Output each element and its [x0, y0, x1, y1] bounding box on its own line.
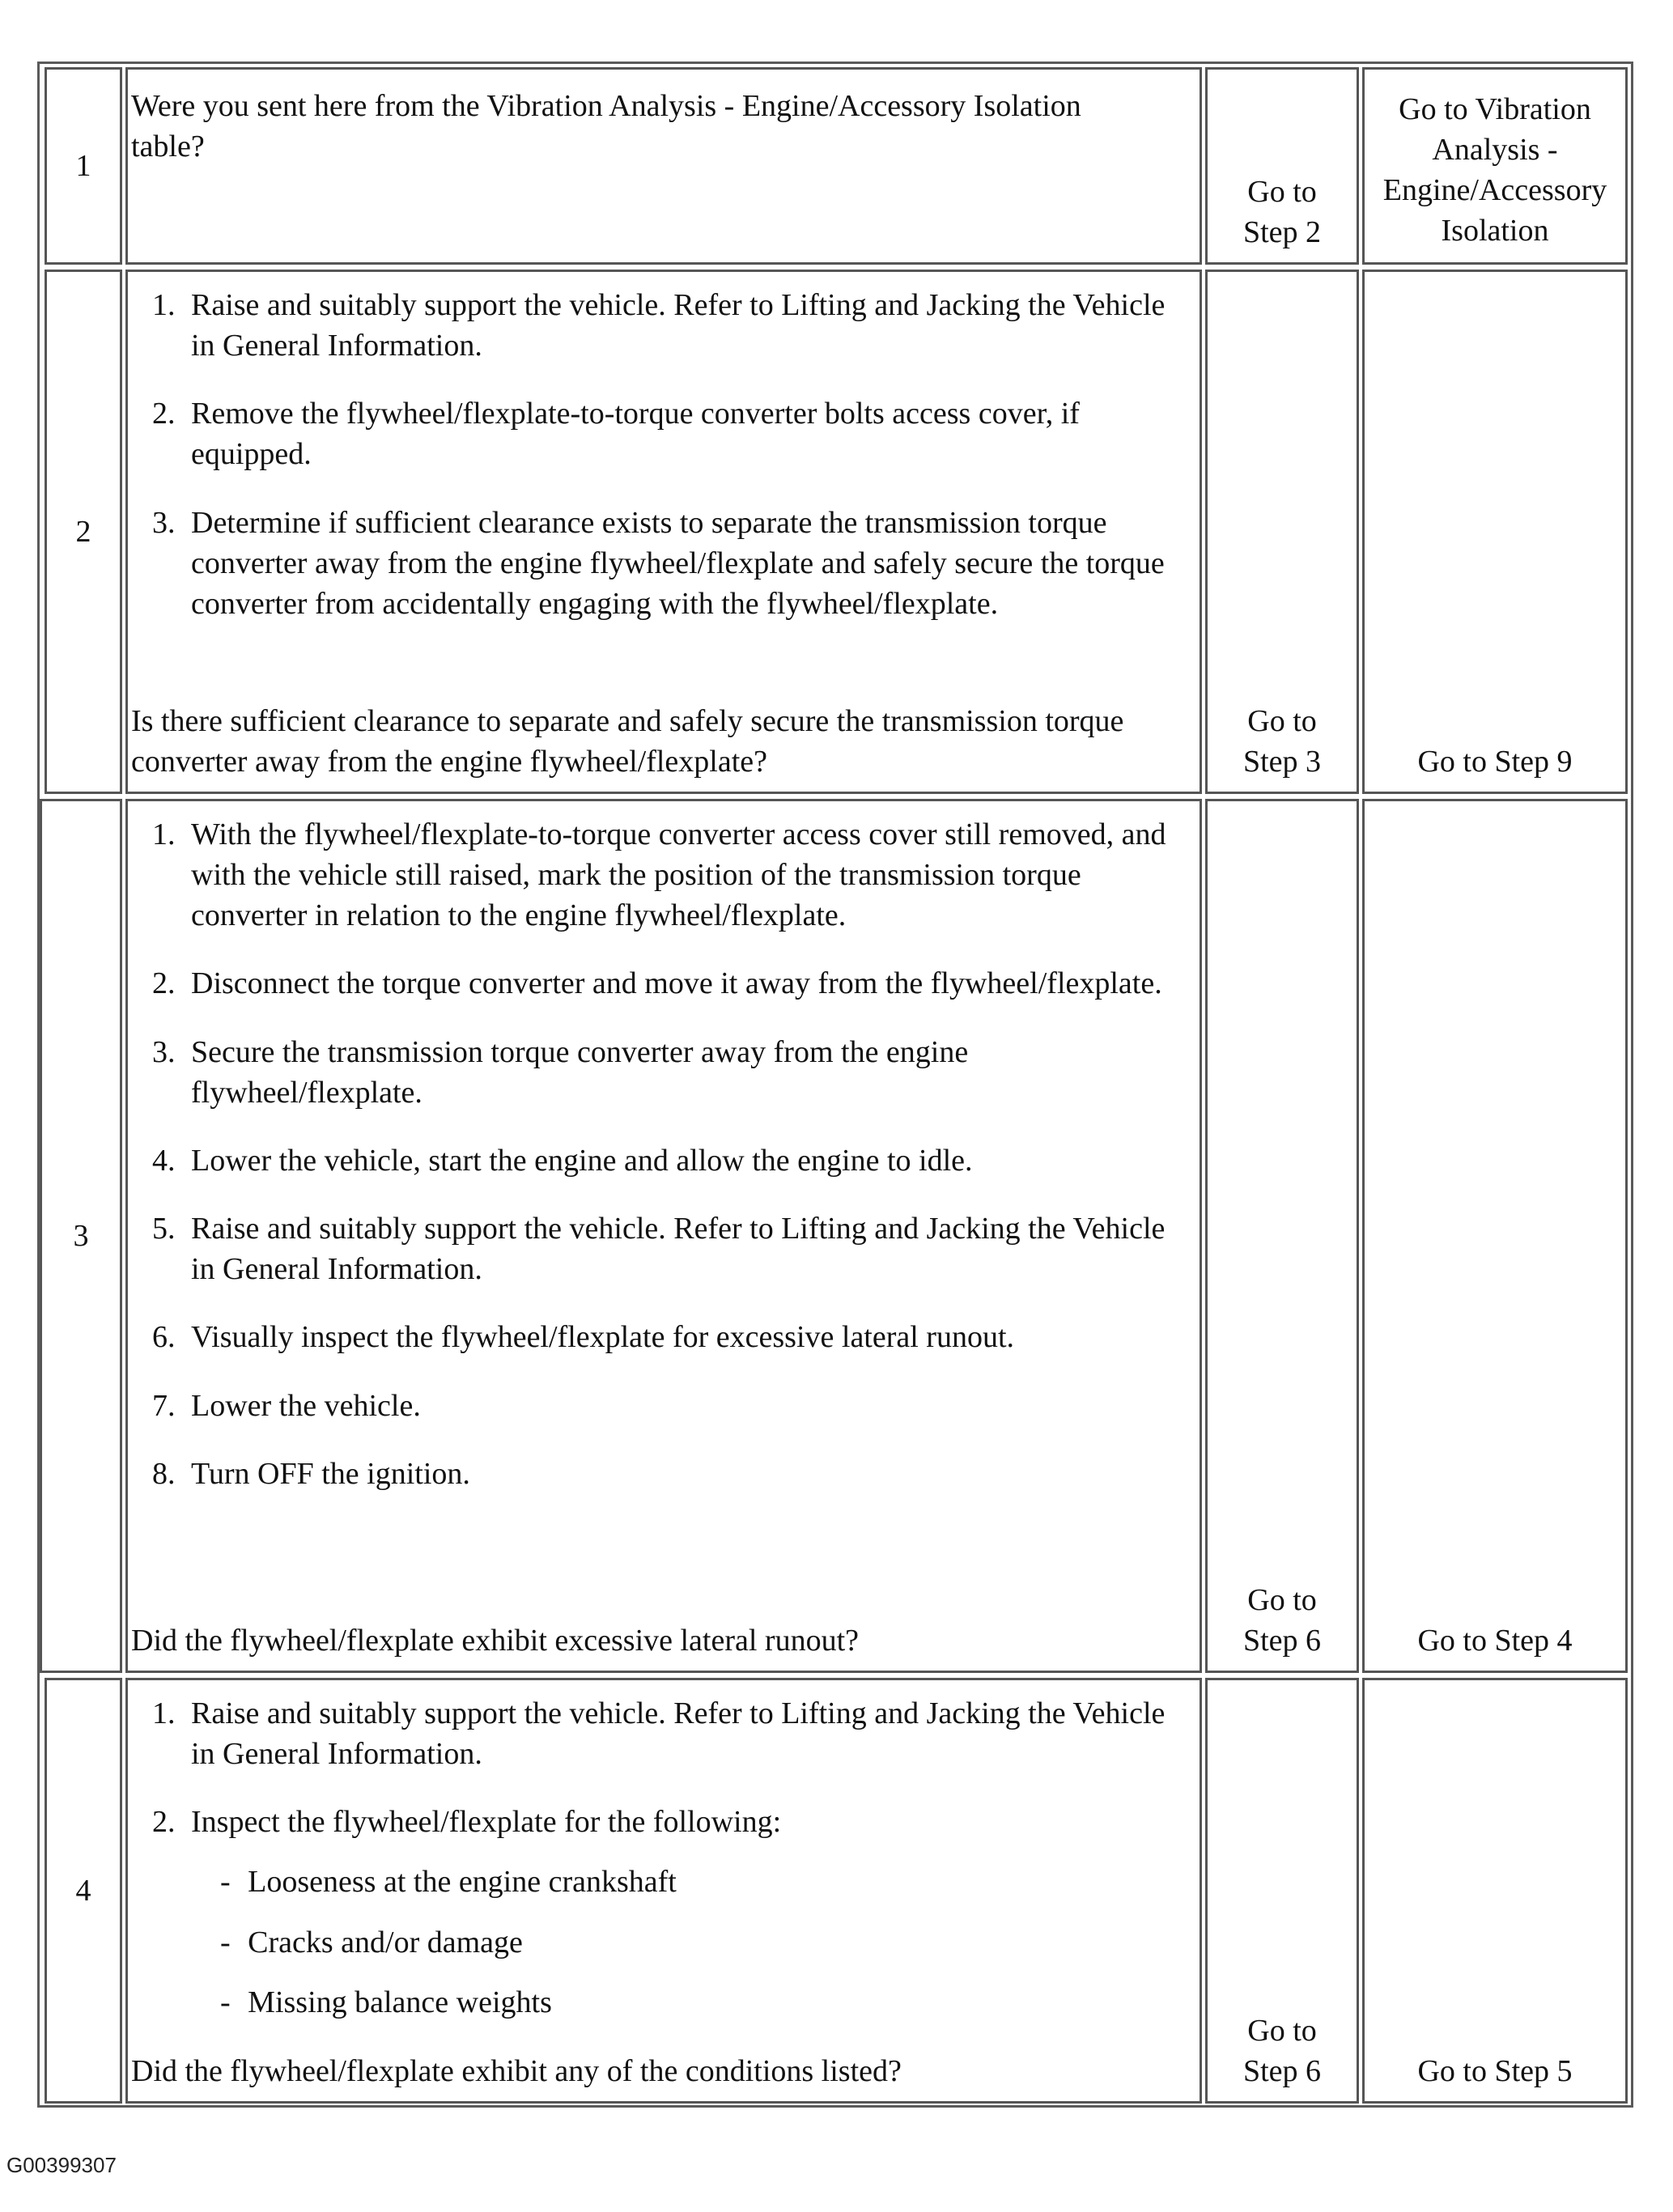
- step-number-cell: [45, 270, 122, 794]
- list-item: 1. Raise and suitably support the vehicle. Refer to Lifting and Jacking the Vehicle in General Information.: [183, 1693, 1191, 1774]
- action-cell: [125, 67, 1202, 265]
- yes-result: Go to Step 6: [1242, 1582, 1322, 1658]
- list-item: [183, 1802, 1191, 2023]
- condition-item: - Looseness at the engine crankshaft: [220, 1862, 1191, 1902]
- no-cell: [1362, 799, 1628, 1673]
- step-question: Did the flywheel/flexplate exhibit excessive lateral runout?: [131, 1623, 859, 1658]
- table-row: [40, 799, 1631, 1673]
- yes-result: Go to Step 3: [1242, 703, 1322, 779]
- figure-code: G00399307: [6, 2153, 117, 2177]
- table-row: [40, 1678, 1631, 2104]
- action-cell: [125, 270, 1202, 794]
- table-row: [40, 270, 1631, 794]
- step-question: Were you sent here from the Vibration Analysis - Engine/Accessory Isolation table?: [131, 89, 1081, 164]
- no-cell: [1362, 1678, 1628, 2104]
- step-number: 1: [75, 149, 91, 183]
- list-item-text: Inspect the flywheel/flexplate for the following:: [191, 1805, 782, 1840]
- step-number: 4: [75, 1874, 91, 1908]
- step-number-cell: [45, 67, 122, 265]
- diagnostic-table: [37, 62, 1633, 2108]
- yes-cell: [1205, 270, 1359, 794]
- condition-item: - Missing balance weights: [220, 1982, 1191, 2023]
- step-question: Did the flywheel/flexplate exhibit any of the conditions listed?: [131, 2053, 902, 2088]
- yes-cell: [1205, 799, 1359, 1673]
- list-item: 1. With the flywheel/flexplate-to-torque converter access cover still removed, and with the vehicle still raised, mark the position of the transmission torque converter in relation to the engine flywheel/flexplate.: [183, 814, 1191, 936]
- step-question: Is there sufficient clearance to separate and safely secure the transmission torque converter away from the engine flywheel/flexplate?: [131, 703, 1124, 779]
- condition-item: - Cracks and/or damage: [220, 1922, 1191, 1963]
- action-list: [131, 1693, 1191, 2023]
- action-cell: [125, 799, 1202, 1673]
- step-number: 3: [73, 1219, 89, 1253]
- list-item: 6. Visually inspect the flywheel/flexplate for excessive lateral runout.: [183, 1317, 1191, 1357]
- action-cell: [125, 1678, 1202, 2104]
- step-number-cell: [45, 1678, 122, 2104]
- list-item: 5. Raise and suitably support the vehicle. Refer to Lifting and Jacking the Vehicle in General Information.: [183, 1208, 1191, 1289]
- list-item: 3. Determine if sufficient clearance exists to separate the transmission torque converter away from the engine flywheel/flexplate and safely secure the torque converter from accidentally engaging with the flywheel/flexplate.: [183, 503, 1191, 624]
- list-item: 1. Raise and suitably support the vehicle. Refer to Lifting and Jacking the Vehicle in General Information.: [183, 285, 1191, 366]
- table-row: [40, 67, 1631, 265]
- list-item: 3. Secure the transmission torque converter away from the engine flywheel/flexplate.: [183, 1032, 1191, 1113]
- yes-result: Go to Step 6: [1242, 2013, 1322, 2088]
- list-item: 4. Lower the vehicle, start the engine and allow the engine to idle.: [183, 1140, 1191, 1181]
- yes-result: Go to Step 2: [1242, 174, 1322, 249]
- action-list: [131, 285, 1191, 624]
- no-cell: [1362, 270, 1628, 794]
- list-item: 7. Lower the vehicle.: [183, 1386, 1191, 1426]
- list-item: 2. Remove the flywheel/flexplate-to-torque converter bolts access cover, if equipped.: [183, 393, 1191, 474]
- action-list: [131, 814, 1191, 1494]
- condition-list: [191, 1862, 1191, 2022]
- no-result: Go to Vibration Analysis - Engine/Accessory Isolation: [1382, 92, 1607, 248]
- step-number-cell: [40, 799, 122, 1673]
- yes-cell: [1205, 67, 1359, 265]
- list-item: 2. Disconnect the torque converter and move it away from the flywheel/flexplate.: [183, 963, 1191, 1004]
- no-result: Go to Step 5: [1417, 2053, 1573, 2088]
- list-item: 8. Turn OFF the ignition.: [183, 1454, 1191, 1494]
- yes-cell: [1205, 1678, 1359, 2104]
- no-result: Go to Step 9: [1417, 744, 1573, 779]
- no-result: Go to Step 4: [1417, 1623, 1573, 1658]
- no-cell: [1362, 67, 1628, 265]
- step-number: 2: [75, 515, 91, 549]
